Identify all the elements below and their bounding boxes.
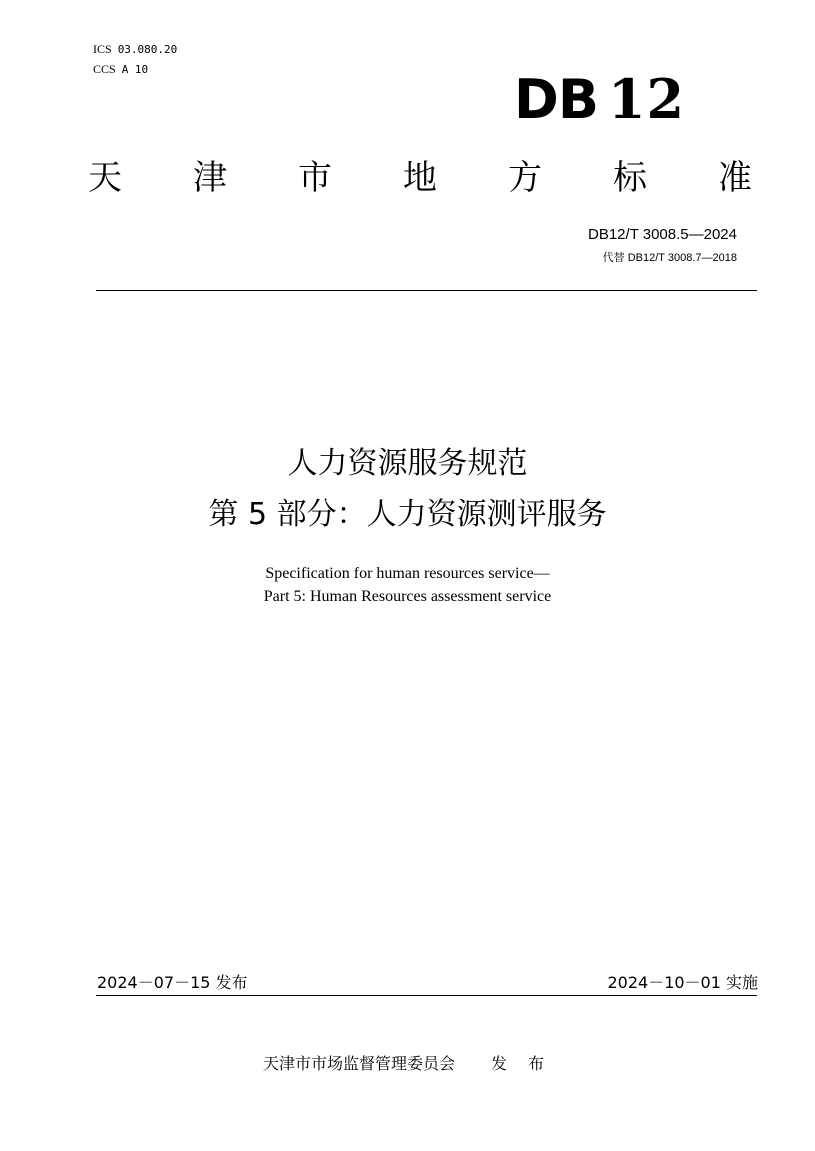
header-divider — [96, 290, 757, 291]
ics-code: 03.080.20 — [117, 43, 178, 56]
ccs-classification — [93, 62, 148, 77]
issuer-name: 天津市市场监督管理委员会 — [262, 1054, 455, 1073]
standard-type-char: 标 — [613, 158, 647, 198]
standard-type-char: 准 — [718, 158, 752, 198]
issuer-line — [0, 1053, 815, 1075]
ics-label: ICS — [93, 42, 112, 56]
logo-prefix: DB — [514, 68, 598, 131]
title-en-line1: Specification for human resources service— — [265, 565, 550, 582]
implementation-date: 2024－10－01 实施 — [607, 973, 758, 992]
standard-type-heading — [88, 156, 752, 200]
ccs-code: A 10 — [121, 63, 149, 76]
standard-type-char: 方 — [508, 158, 542, 198]
issuer-action: 发 布 — [490, 1054, 553, 1073]
logo-number: 12 — [607, 67, 686, 131]
standard-type-char: 津 — [193, 158, 227, 198]
replaces-standard: 代替 DB12/T 3008.7—2018 — [602, 252, 737, 264]
standard-number: DB12/T 3008.5—2024 — [588, 226, 737, 243]
title-en-line2: Part 5: Human Resources assessment service — [263, 588, 552, 605]
db12-logo — [514, 67, 714, 131]
ccs-label: CCS — [93, 62, 116, 76]
issue-date: 2024－07－15 发布 — [97, 973, 248, 992]
ics-classification — [93, 42, 177, 57]
standard-type-char: 天 — [88, 158, 122, 198]
standard-type-char: 市 — [298, 158, 332, 198]
footer-divider — [96, 995, 757, 996]
title-cn-line2: 第 5 部分：人力资源测评服务 — [208, 497, 607, 532]
standard-type-char: 地 — [403, 158, 437, 198]
title-cn-line1: 人力资源服务规范 — [287, 446, 528, 481]
